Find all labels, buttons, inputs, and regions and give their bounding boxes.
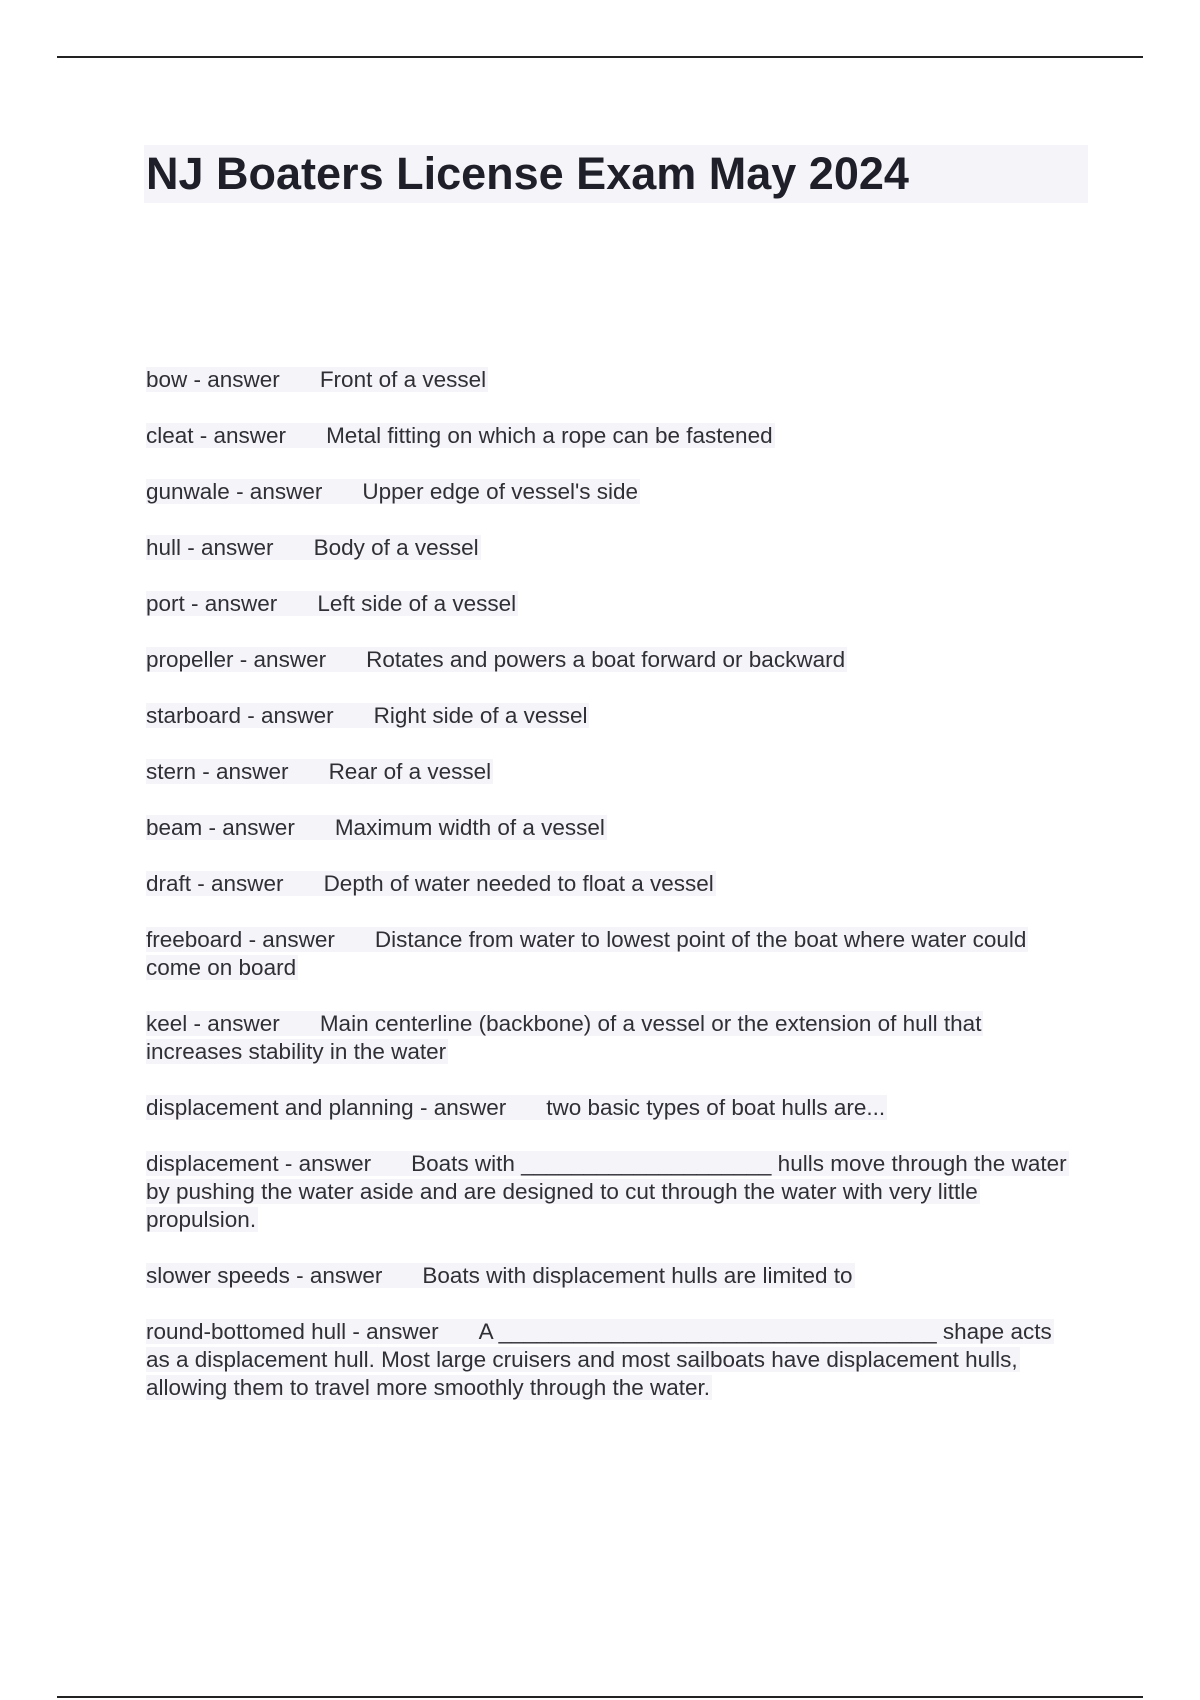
entry-highlight xyxy=(146,1263,855,1288)
entry-highlight xyxy=(146,815,607,840)
entry-highlight xyxy=(146,871,716,896)
entry-definition: Body of a vessel xyxy=(313,535,479,560)
entry-term: displacement - answer xyxy=(146,1151,372,1176)
flashcard-entry xyxy=(146,422,1076,450)
entry-term: beam - answer xyxy=(146,815,295,840)
flashcard-entry xyxy=(146,646,1076,674)
bottom-rule xyxy=(57,1696,1143,1698)
entry-term: keel - answer xyxy=(146,1011,280,1036)
entry-term: bow - answer xyxy=(146,367,280,392)
entry-highlight xyxy=(146,423,775,448)
entry-highlight xyxy=(146,479,640,504)
entry-definition: Boats with displacement hulls are limited to xyxy=(422,1263,853,1288)
flashcard-entry xyxy=(146,1150,1076,1234)
flashcard-entry xyxy=(146,478,1076,506)
entry-definition: Boats with ____________________ hulls move through the water by pushing the water aside and are designed to cut through the water with very little propulsion. xyxy=(146,1151,1067,1232)
entry-term: starboard - answer xyxy=(146,703,334,728)
flashcard-entry xyxy=(146,1094,1076,1122)
entry-highlight xyxy=(146,1151,1069,1232)
entry-term: gunwale - answer xyxy=(146,479,323,504)
entry-definition: Distance from water to lowest point of the boat where water could come on board xyxy=(146,927,1027,980)
entry-highlight xyxy=(146,1095,887,1120)
entry-highlight xyxy=(146,535,481,560)
entry-term: propeller - answer xyxy=(146,647,327,672)
entry-highlight xyxy=(146,1319,1054,1400)
entry-definition: Metal fitting on which a rope can be fastened xyxy=(326,423,773,448)
entry-term: port - answer xyxy=(146,591,278,616)
top-rule xyxy=(57,56,1143,58)
entry-definition: Depth of water needed to float a vessel xyxy=(323,871,714,896)
flashcard-entry xyxy=(146,366,1076,394)
flashcard-entry xyxy=(146,590,1076,618)
entry-highlight xyxy=(146,927,1028,980)
flashcard-entry xyxy=(146,1318,1076,1402)
entry-definition: Rear of a vessel xyxy=(328,759,492,784)
entry-term: slower speeds - answer xyxy=(146,1263,383,1288)
entry-highlight xyxy=(146,647,847,672)
entry-definition: Rotates and powers a boat forward or backward xyxy=(366,647,846,672)
flashcard-entry xyxy=(146,814,1076,842)
entry-definition: Main centerline (backbone) of a vessel or the extension of hull that increases stability in the water xyxy=(146,1011,982,1064)
entry-definition: A ___________________________________ shape acts as a displacement hull. Most large cruisers and most sailboats have displacement hulls, allowing them to travel more smoothly through the water. xyxy=(146,1319,1052,1400)
entry-term: cleat - answer xyxy=(146,423,287,448)
page-title: NJ Boaters License Exam May 2024 xyxy=(146,148,909,199)
entry-highlight xyxy=(146,367,488,392)
flashcard-entry xyxy=(146,870,1076,898)
entry-term: draft - answer xyxy=(146,871,284,896)
entry-term: round-bottomed hull - answer xyxy=(146,1319,439,1344)
entry-highlight xyxy=(146,759,493,784)
flashcard-entry xyxy=(146,534,1076,562)
entry-definition: Left side of a vessel xyxy=(317,591,517,616)
flashcard-entry xyxy=(146,1262,1076,1290)
entry-term: displacement and planning - answer xyxy=(146,1095,507,1120)
entry-definition: two basic types of boat hulls are... xyxy=(546,1095,886,1120)
entry-term: hull - answer xyxy=(146,535,274,560)
entry-definition: Front of a vessel xyxy=(319,367,487,392)
entry-highlight xyxy=(146,591,518,616)
flashcard-entry xyxy=(146,1010,1076,1066)
entry-highlight xyxy=(146,703,589,728)
flashcard-entry xyxy=(146,758,1076,786)
entry-definition: Maximum width of a vessel xyxy=(334,815,605,840)
flashcard-entry xyxy=(146,926,1076,982)
entry-definition: Right side of a vessel xyxy=(373,703,588,728)
entry-term: stern - answer xyxy=(146,759,289,784)
entry-term: freeboard - answer xyxy=(146,927,335,952)
entry-definition: Upper edge of vessel's side xyxy=(362,479,639,504)
flashcard-list xyxy=(146,366,1076,1430)
flashcard-entry xyxy=(146,702,1076,730)
entry-highlight xyxy=(146,1011,983,1064)
